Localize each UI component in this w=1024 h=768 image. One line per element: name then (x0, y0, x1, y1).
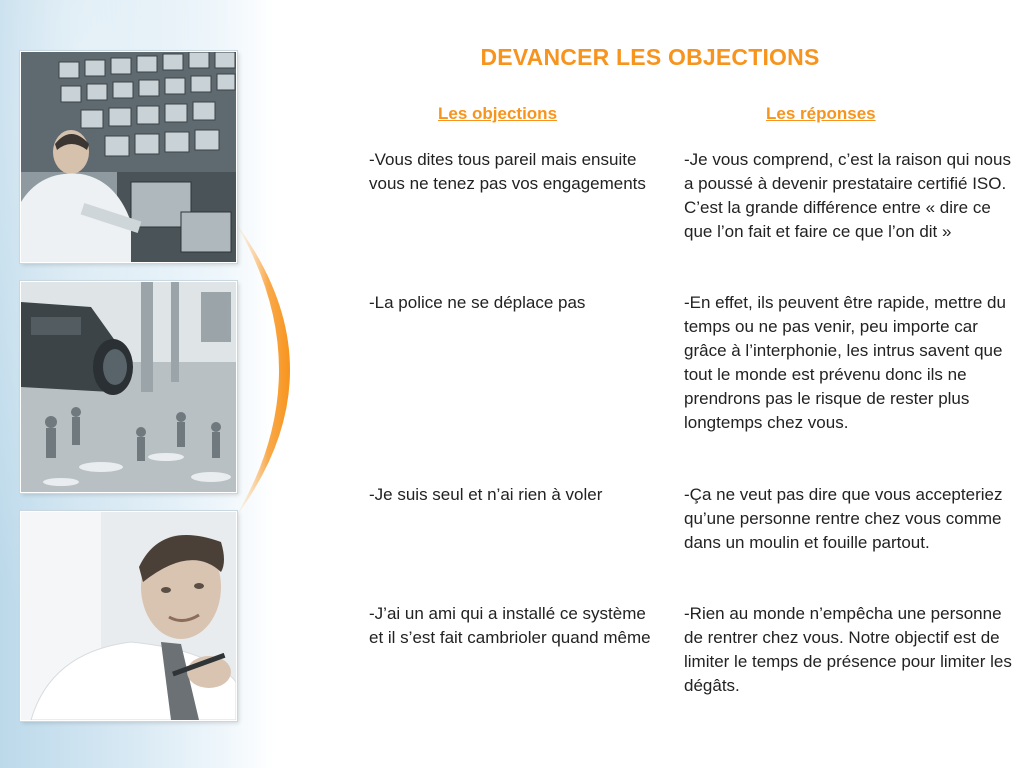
response-text: -En effet, ils peuvent être rapide, mettre du temps ou ne pas venir, peu importe car grâce à l’interphonie, les intrus savent que tout le monde est prévenu donc ils ne prendrons pas le risque de rester plus longtemps chez vous. (684, 293, 1006, 432)
responses-column-header: Les réponses (766, 104, 876, 123)
objection-text: -J’ai un ami qui a installé ce système et il s’est fait cambrioler quand même (369, 604, 651, 647)
objection-text: -Je suis seul et n’ai rien à voler (369, 485, 603, 504)
objections-column-header: Les objections (438, 104, 558, 123)
objection-text: -La police ne se déplace pas (369, 293, 586, 312)
response-text: -Je vous comprend, c’est la raison qui nous a poussé à devenir prestataire certifié ISO. C’est la grande différence entre « dire ce que l’on fait et faire ce que l’on dit » (684, 150, 1011, 241)
objection-text: -Vous dites tous pareil mais ensuite vous ne tenez pas vos engagements (369, 150, 646, 193)
response-text: -Rien au monde n’empêcha une personne de rentrer chez vous. Notre objectif est de limiter le temps de présence pour limiter les dégâts. (684, 604, 1012, 695)
control-room-photo (20, 51, 237, 263)
security-camera-photo (20, 281, 237, 493)
response-text: -Ça ne veut pas dire que vous accepteriez qu’une personne rentre chez vous comme dans un moulin et fouille partout. (684, 485, 1003, 552)
slide-title: DEVANCER LES OBJECTIONS (480, 44, 820, 70)
businessman-photo (20, 511, 237, 721)
